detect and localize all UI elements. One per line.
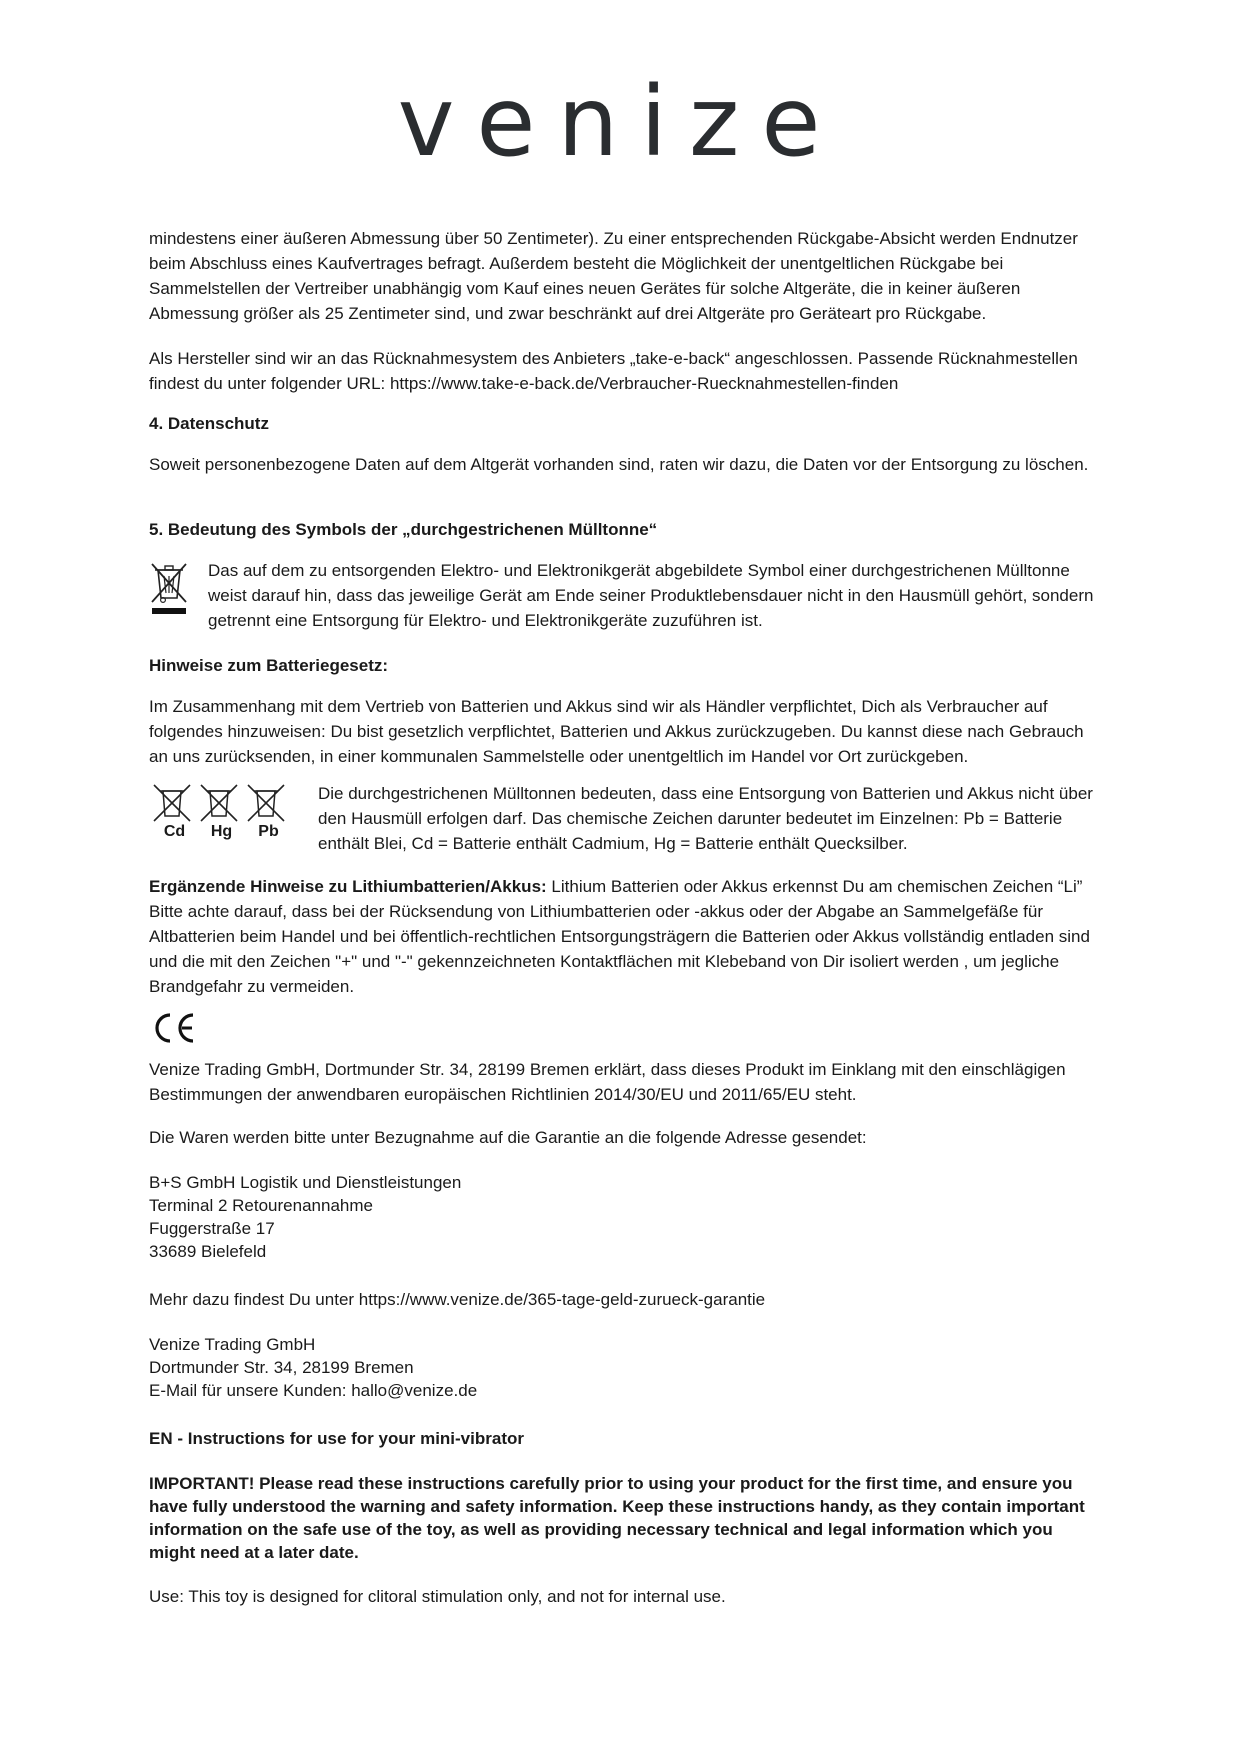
bin-pb-label: Pb <box>258 823 279 840</box>
heading-symbol: 5. Bedeutung des Symbols der „durchgestrichenen Mülltonne“ <box>149 520 658 539</box>
heading-datenschutz: 4. Datenschutz <box>149 414 269 433</box>
paragraph-lithium <box>149 874 1099 999</box>
address-line-3: Fuggerstraße 17 <box>149 1219 275 1238</box>
paragraph-declaration: Venize Trading GmbH, Dortmunder Str. 34, 28199 Bremen erklärt, dass dieses Produkt im Einklang mit den einschlägigen Bestimmungen der anwendbaren europäischen Richtlinien 2014/30/EU und 2011/65/EU steht. <box>149 1060 1066 1104</box>
bin-cd-label: Cd <box>163 823 186 840</box>
company-block <box>149 1333 1099 1402</box>
address-line-1: B+S GmbH Logistik und Dienstleistungen <box>149 1173 462 1192</box>
bin-hg-icon <box>198 782 245 840</box>
battery-bins-group <box>151 782 292 840</box>
bin-hg-label: Hg <box>210 823 233 840</box>
address-line-2: Terminal 2 Retourenannahme <box>149 1196 373 1215</box>
address-line-4: 33689 Bielefeld <box>149 1242 267 1261</box>
bin-cd-icon <box>151 782 198 840</box>
bin-pb-icon <box>245 782 292 840</box>
heading-batteriegesetz: Hinweise zum Batteriegesetz: <box>149 656 389 675</box>
paragraph-weee-symbol: Das auf dem zu entsorgenden Elektro- und Elektronikgerät abgebildete Symbol einer durchgestrichenen Mülltonne weist darauf hin, dass das jeweilige Gerät am Ende seiner Produktlebensdauer nicht in den Hausmüll gehört, sondern getrennt eine Entsorgung für Elektro- und Elektronikgeräte zuzuführen ist. <box>208 561 1094 630</box>
lithium-heading: Ergänzende Hinweise zu Lithiumbatterien/Akkus: <box>149 877 547 896</box>
paragraph-return-info: mindestens einer äußeren Abmessung über 50 Zentimeter). Zu einer entsprechenden Rückgabe-Absicht werden Endnutzer beim Abschluss eines Kaufvertrages befragt. Außerdem besteht die Möglichkeit der unentgeltlichen Rückgabe bei Sammelstellen der Vertreiber unabhängig vom Kauf eines neuen Gerätes für solche Altgeräte, die in keiner äußeren Abmessung größer als 25 Zentimeter sind, und zwar beschränkt auf drei Altgeräte pro Geräteart pro Rückgabe. <box>149 229 1078 323</box>
company-line-1: Venize Trading GmbH <box>149 1335 316 1354</box>
paragraph-use: Use: This toy is designed for clitoral stimulation only, and not for internal use. <box>149 1587 726 1606</box>
ce-mark-icon <box>151 1012 197 1044</box>
paragraph-battery-symbols: Die durchgestrichenen Mülltonnen bedeuten, dass eine Entsorgung von Batterien und Akkus nicht über den Hausmüll erfolgen darf. Das chemische Zeichen darunter bedeutet im Einzelnen: Pb = Batterie enthält Blei, Cd = Batterie enthält Cadmium, Hg = Batterie enthält Quecksilber. <box>318 784 1093 853</box>
address-block <box>149 1171 1099 1263</box>
company-line-3: E-Mail für unsere Kunden: hallo@venize.de <box>149 1381 478 1400</box>
paragraph-datenschutz: Soweit personenbezogene Daten auf dem Altgerät vorhanden sind, raten wir dazu, die Daten vor der Entsorgung zu löschen. <box>149 455 1089 474</box>
company-line-2: Dortmunder Str. 34, 28199 Bremen <box>149 1358 414 1377</box>
lithium-text: Lithium Batterien oder Akkus erkennst Du am chemischen Zeichen “Li” Bitte achte darauf, dass bei der Rücksendung von Lithiumbatterien oder -akkus oder der Abgabe an Sammelgefäße für Altbatterien beim Handel und bei öffentlich-rechtlichen Entsorgungsträgern die Batterien oder Akkus vollständig entladen sind und die mit den Zeichen "+" und "-" gekennzeichneten Kontaktflächen mit Klebeband von Dir isoliert werden , um jegliche Brandgefahr zu vermeiden. <box>149 877 1090 996</box>
weee-bin-icon <box>149 560 189 616</box>
heading-en-instructions: EN - Instructions for use for your mini-vibrator <box>149 1429 524 1448</box>
venize-logo: venize <box>397 66 843 178</box>
paragraph-warranty: Die Waren werden bitte unter Bezugnahme auf die Garantie an die folgende Adresse gesendet: <box>149 1128 867 1147</box>
paragraph-batteriegesetz: Im Zusammenhang mit dem Vertrieb von Batterien und Akkus sind wir als Händler verpflichtet, Dich als Verbraucher auf folgendes hinzuweisen: Du bist gesetzlich verpflichtet, Batterien und Akkus zurückzugeben. Du kannst diese nach Gebrauch an uns zurücksenden, in einer kommunalen Sammelstelle oder unentgeltlich im Handel vor Ort zurückgeben. <box>149 697 1084 766</box>
paragraph-take-e-back: Als Hersteller sind wir an das Rücknahmesystem des Anbieters „take-e-back“ angeschlossen. Passende Rücknahmestellen findest du unter folgender URL: https://www.take-e-back.de/Verbraucher-Ruecknahmestellen-finden <box>149 349 1078 393</box>
paragraph-more-info: Mehr dazu findest Du unter https://www.venize.de/365-tage-geld-zurueck-garantie <box>149 1290 766 1309</box>
paragraph-important: IMPORTANT! Please read these instructions carefully prior to using your product for the first time, and ensure you have fully understood the warning and safety information. Keep these instructions handy, as they contain important information on the safe use of the toy, as well as providing necessary technical and legal information which you might need at a later date. <box>149 1474 1085 1562</box>
